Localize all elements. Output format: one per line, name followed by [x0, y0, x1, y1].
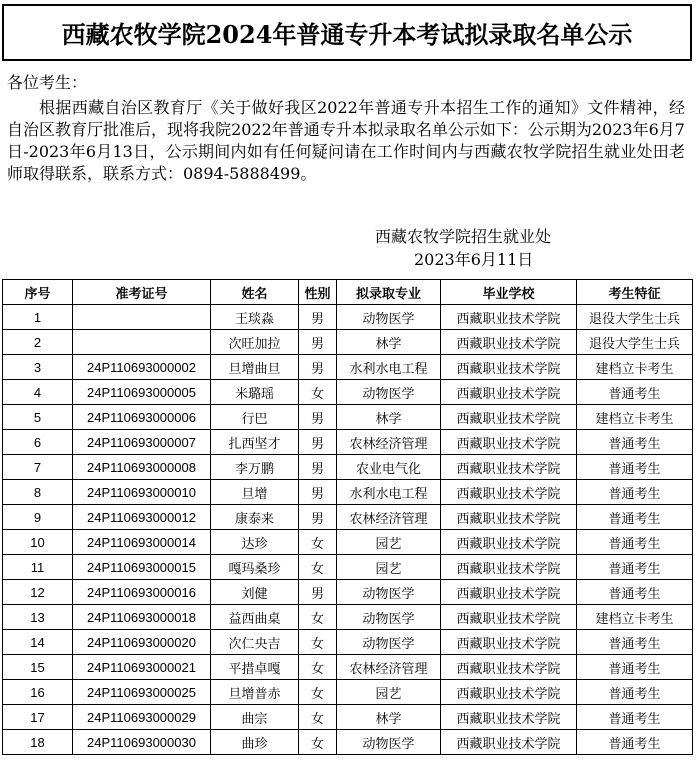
cell-exam-number: 24P110693000015	[73, 555, 211, 580]
notice-section	[2, 66, 692, 279]
table-row	[3, 605, 693, 630]
table-row	[3, 305, 693, 330]
table-row	[3, 380, 693, 405]
cell-exam-number: 24P110693000021	[73, 655, 211, 680]
cell-exam-number: 24P110693000010	[73, 480, 211, 505]
cell-gender: 男	[299, 305, 337, 330]
cell-candidate-type: 建档立卡考生	[577, 405, 693, 430]
cell-major: 园艺	[337, 530, 441, 555]
cell-school: 西藏职业技术学院	[441, 355, 577, 380]
cell-exam-number: 24P110693000007	[73, 430, 211, 455]
cell-name: 扎西坚才	[211, 430, 299, 455]
table-row	[3, 705, 693, 730]
cell-school: 西藏职业技术学院	[441, 730, 577, 755]
cell-school: 西藏职业技术学院	[441, 605, 577, 630]
cell-name: 行巴	[211, 405, 299, 430]
cell-candidate-type: 普通考生	[577, 480, 693, 505]
table-row	[3, 530, 693, 555]
cell-index: 6	[3, 430, 73, 455]
cell-exam-number: 24P110693000016	[73, 580, 211, 605]
cell-school: 西藏职业技术学院	[441, 630, 577, 655]
cell-gender: 女	[299, 655, 337, 680]
cell-school: 西藏职业技术学院	[441, 430, 577, 455]
cell-candidate-type: 普通考生	[577, 455, 693, 480]
table-header-row	[3, 280, 693, 305]
cell-index: 13	[3, 605, 73, 630]
cell-index: 12	[3, 580, 73, 605]
cell-school: 西藏职业技术学院	[441, 705, 577, 730]
cell-index: 5	[3, 405, 73, 430]
cell-name: 平措卓嘎	[211, 655, 299, 680]
table-row	[3, 680, 693, 705]
cell-index: 10	[3, 530, 73, 555]
cell-major: 动物医学	[337, 730, 441, 755]
cell-major: 动物医学	[337, 305, 441, 330]
cell-index: 17	[3, 705, 73, 730]
cell-major: 动物医学	[337, 580, 441, 605]
cell-index: 1	[3, 305, 73, 330]
cell-gender: 女	[299, 630, 337, 655]
cell-candidate-type: 退役大学生士兵	[577, 330, 693, 355]
cell-school: 西藏职业技术学院	[441, 330, 577, 355]
cell-school: 西藏职业技术学院	[441, 305, 577, 330]
cell-candidate-type: 建档立卡考生	[577, 355, 693, 380]
table-row	[3, 355, 693, 380]
cell-exam-number: 24P110693000006	[73, 405, 211, 430]
cell-gender: 女	[299, 380, 337, 405]
cell-major: 水利水电工程	[337, 355, 441, 380]
notice-paragraph: 根据西藏自治区教育厅《关于做好我区2022年普通专升本招生工作的通知》文件精神，经自治区教育厅批准后，现将我院2022年普通专升本拟录取名单公示如下：公示期为2023年6月7日-2023年6月13日，公示期间内如有任何疑问请在工作时间内与西藏农牧学院招生就业处田老师取得联系，联系方式：0894-5888499。	[7, 98, 685, 183]
cell-major: 农林经济管理	[337, 430, 441, 455]
cell-index: 11	[3, 555, 73, 580]
cell-exam-number: 24P110693000018	[73, 605, 211, 630]
cell-gender: 男	[299, 480, 337, 505]
cell-major: 农林经济管理	[337, 655, 441, 680]
cell-gender: 男	[299, 505, 337, 530]
cell-exam-number	[73, 305, 211, 330]
cell-index: 3	[3, 355, 73, 380]
cell-gender: 女	[299, 705, 337, 730]
cell-name: 康泰来	[211, 505, 299, 530]
cell-school: 西藏职业技术学院	[441, 405, 577, 430]
cell-candidate-type: 建档立卡考生	[577, 605, 693, 630]
cell-gender: 女	[299, 680, 337, 705]
cell-school: 西藏职业技术学院	[441, 555, 577, 580]
table-row	[3, 730, 693, 755]
cell-name: 嘎玛桑珍	[211, 555, 299, 580]
cell-name: 益西曲桌	[211, 605, 299, 630]
cell-candidate-type: 普通考生	[577, 680, 693, 705]
cell-major: 林学	[337, 405, 441, 430]
cell-major: 水利水电工程	[337, 480, 441, 505]
header-index: 序号	[3, 280, 73, 305]
cell-name: 曲珍	[211, 730, 299, 755]
cell-major: 农业电气化	[337, 455, 441, 480]
cell-gender: 女	[299, 555, 337, 580]
notice-date: 2023年6月11日	[414, 250, 534, 269]
cell-school: 西藏职业技术学院	[441, 680, 577, 705]
cell-school: 西藏职业技术学院	[441, 505, 577, 530]
cell-candidate-type: 普通考生	[577, 705, 693, 730]
cell-candidate-type: 普通考生	[577, 505, 693, 530]
admission-table	[2, 279, 693, 755]
cell-gender: 女	[299, 530, 337, 555]
document-title-box	[2, 4, 692, 61]
cell-index: 8	[3, 480, 73, 505]
cell-index: 14	[3, 630, 73, 655]
cell-name: 刘健	[211, 580, 299, 605]
cell-name: 米璐瑶	[211, 380, 299, 405]
table-row	[3, 555, 693, 580]
table-body	[3, 305, 693, 755]
cell-name: 李万鹏	[211, 455, 299, 480]
cell-school: 西藏职业技术学院	[441, 480, 577, 505]
cell-index: 4	[3, 380, 73, 405]
cell-exam-number: 24P110693000029	[73, 705, 211, 730]
cell-candidate-type: 普通考生	[577, 430, 693, 455]
cell-candidate-type: 普通考生	[577, 580, 693, 605]
cell-school: 西藏职业技术学院	[441, 655, 577, 680]
cell-name: 旦增	[211, 480, 299, 505]
cell-candidate-type: 普通考生	[577, 555, 693, 580]
cell-gender: 男	[299, 430, 337, 455]
table-row	[3, 405, 693, 430]
cell-major: 林学	[337, 705, 441, 730]
header-major: 拟录取专业	[337, 280, 441, 305]
cell-gender: 女	[299, 730, 337, 755]
cell-major: 动物医学	[337, 380, 441, 405]
cell-exam-number: 24P110693000014	[73, 530, 211, 555]
header-exam-number: 准考证号	[73, 280, 211, 305]
table-row	[3, 330, 693, 355]
cell-major: 园艺	[337, 680, 441, 705]
cell-candidate-type: 普通考生	[577, 630, 693, 655]
cell-name: 次旺加拉	[211, 330, 299, 355]
table-row	[3, 655, 693, 680]
cell-school: 西藏职业技术学院	[441, 530, 577, 555]
cell-exam-number: 24P110693000030	[73, 730, 211, 755]
cell-exam-number: 24P110693000025	[73, 680, 211, 705]
cell-candidate-type: 普通考生	[577, 530, 693, 555]
notice-greeting: 各位考生：	[7, 73, 88, 92]
cell-major: 园艺	[337, 555, 441, 580]
cell-index: 16	[3, 680, 73, 705]
document-title: 西藏农牧学院2024年普通专升本考试拟录取名单公示	[61, 20, 633, 49]
cell-name: 曲宗	[211, 705, 299, 730]
cell-major: 动物医学	[337, 605, 441, 630]
table-row	[3, 430, 693, 455]
cell-major: 动物医学	[337, 630, 441, 655]
cell-index: 2	[3, 330, 73, 355]
cell-major: 农林经济管理	[337, 505, 441, 530]
table-row	[3, 630, 693, 655]
cell-gender: 男	[299, 330, 337, 355]
header-candidate-type: 考生特征	[577, 280, 693, 305]
header-name: 姓名	[211, 280, 299, 305]
cell-name: 次仁央吉	[211, 630, 299, 655]
cell-gender: 男	[299, 355, 337, 380]
cell-name: 旦增普赤	[211, 680, 299, 705]
cell-exam-number: 24P110693000002	[73, 355, 211, 380]
cell-school: 西藏职业技术学院	[441, 580, 577, 605]
cell-major: 林学	[337, 330, 441, 355]
cell-candidate-type: 普通考生	[577, 730, 693, 755]
cell-gender: 男	[299, 455, 337, 480]
cell-candidate-type: 普通考生	[577, 655, 693, 680]
notice-signer: 西藏农牧学院招生就业处	[375, 227, 552, 246]
cell-exam-number	[73, 330, 211, 355]
cell-candidate-type: 退役大学生士兵	[577, 305, 693, 330]
cell-name: 达珍	[211, 530, 299, 555]
cell-gender: 男	[299, 580, 337, 605]
cell-index: 15	[3, 655, 73, 680]
cell-index: 7	[3, 455, 73, 480]
header-school: 毕业学校	[441, 280, 577, 305]
cell-name: 旦增曲旦	[211, 355, 299, 380]
cell-exam-number: 24P110693000005	[73, 380, 211, 405]
cell-index: 9	[3, 505, 73, 530]
header-gender: 性别	[299, 280, 337, 305]
cell-gender: 男	[299, 405, 337, 430]
table-row	[3, 580, 693, 605]
table-row	[3, 455, 693, 480]
cell-name: 王琰淼	[211, 305, 299, 330]
table-row	[3, 505, 693, 530]
cell-candidate-type: 普通考生	[577, 380, 693, 405]
cell-exam-number: 24P110693000020	[73, 630, 211, 655]
cell-school: 西藏职业技术学院	[441, 380, 577, 405]
table-row	[3, 480, 693, 505]
cell-school: 西藏职业技术学院	[441, 455, 577, 480]
cell-exam-number: 24P110693000008	[73, 455, 211, 480]
cell-gender: 女	[299, 605, 337, 630]
cell-index: 18	[3, 730, 73, 755]
cell-exam-number: 24P110693000012	[73, 505, 211, 530]
